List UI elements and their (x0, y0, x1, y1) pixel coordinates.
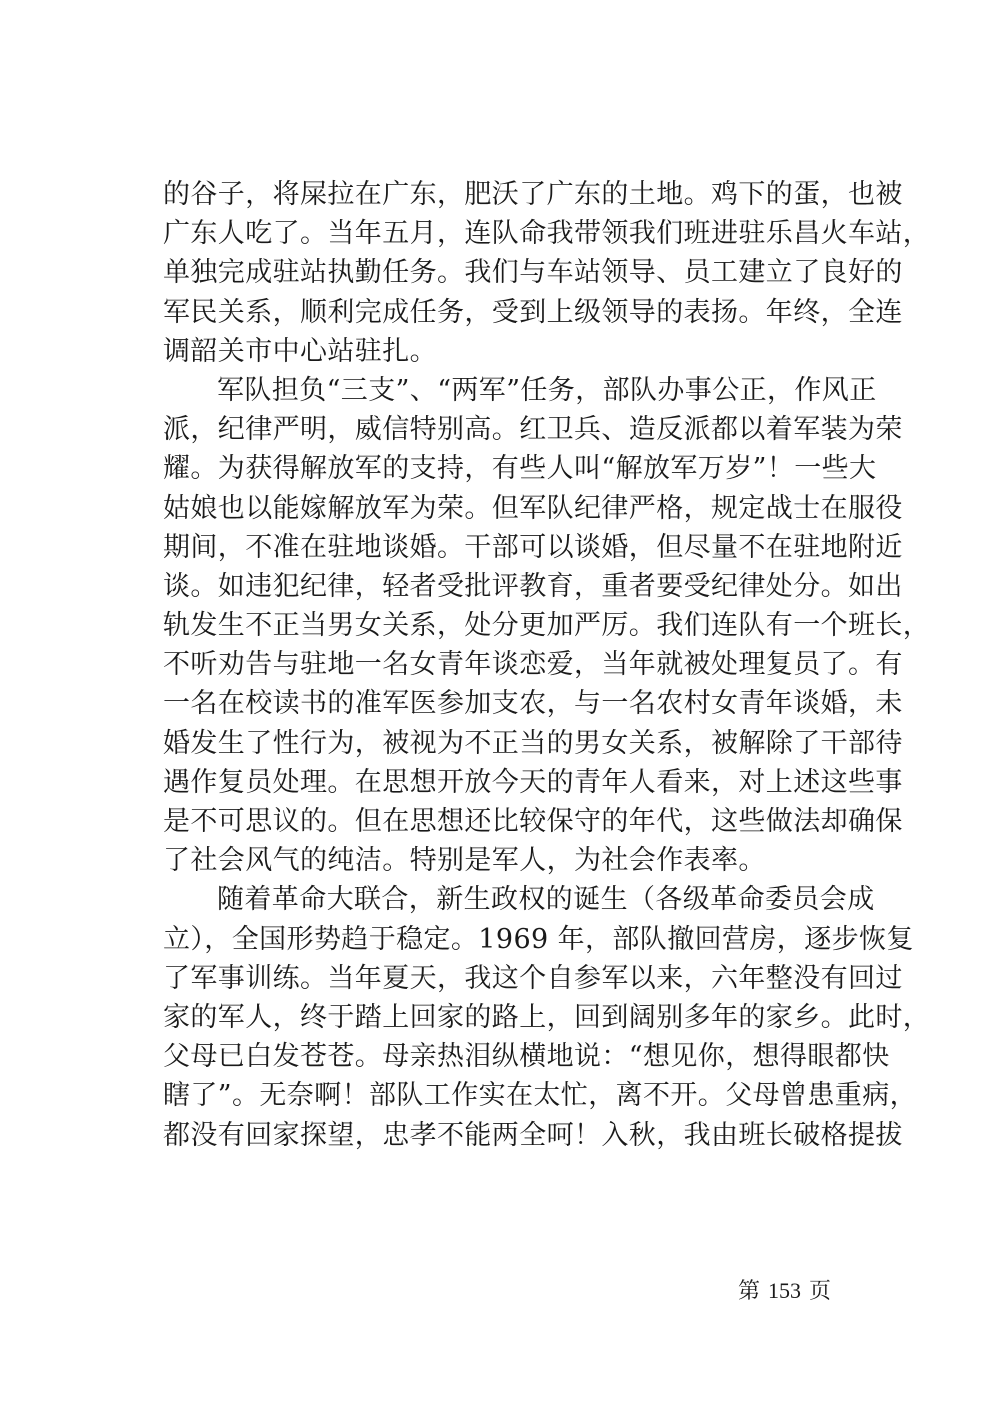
text-line: 军民关系，顺利完成任务，受到上级领导的表扬。年终，全连 (163, 296, 903, 328)
text-line: 都没有回家探望，忠孝不能两全呵！入秋，我由班长破格提拔 (163, 1119, 903, 1151)
text-line: 军队担负“三支”、“两军”任务，部队办事公正，作风正 (217, 374, 877, 406)
page-number-prefix: 第 (738, 1279, 761, 1304)
paragraph (163, 371, 931, 880)
page-number-suffix: 页 (809, 1279, 832, 1304)
paragraph (163, 175, 931, 371)
text-line: 不听劝告与驻地一名女青年谈恋爱，当年就被处理复员了。有 (163, 649, 903, 681)
text-line: 单独完成驻站执勤任务。我们与车站领导、员工建立了良好的 (163, 257, 903, 289)
text-line: 耀。为获得解放军的支持，有些人叫“解放军万岁”！一些大 (163, 453, 877, 485)
text-line: 是不可思议的。但在思想还比较保守的年代，这些做法却确保 (163, 806, 903, 837)
text-line: 了军事训练。当年夏天，我这个自参军以来，六年整没有回过 (163, 962, 903, 994)
text-line: 谈。如违犯纪律，轻者受批评教育，重者要受纪律处分。如出 (163, 570, 903, 602)
text-line: 调韶关市中心站驻扎。 (163, 335, 437, 367)
text-line: 广东人吃了。当年五月，连队命我带领我们班进驻乐昌火车站， (163, 218, 931, 250)
text-line: 的谷子，将屎拉在广东，肥沃了广东的土地。鸡下的蛋，也被 (163, 179, 903, 210)
text-line: 婚发生了性行为，被视为不正当的男女关系，被解除了干部待 (163, 727, 903, 759)
text-line: 姑娘也以能嫁解放军为荣。但军队纪律严格，规定战士在服役 (163, 492, 903, 524)
text-line: 遇作复员处理。在思想开放今天的青年人看来，对上述这些事 (163, 766, 903, 798)
text-line: 轨发生不正当男女关系，处分更加严厉。我们连队有一个班长， (163, 610, 931, 642)
text-line: 父母已白发苍苍。母亲热泪纵横地说：“想见你，想得眼都快 (163, 1041, 890, 1073)
text-line: 瞎了”。无奈啊！部队工作实在太忙，离不开。父母曾患重病， (163, 1080, 918, 1112)
text-line: 期间，不准在驻地谈婚。干部可以谈婚，但尽量不在驻地附近 (163, 531, 903, 563)
text-line: 家的军人，终于踏上回家的路上，回到阔别多年的家乡。此时， (163, 1001, 931, 1033)
text-line: 随着革命大联合，新生政权的诞生（各级革命委员会成 (217, 884, 875, 916)
body-text (163, 175, 931, 1155)
paragraph (163, 880, 931, 1154)
text-line: 一名在校读书的准军医参加支农，与一名农村女青年谈婚，未 (163, 688, 903, 720)
text-line: 了社会风气的纯洁。特别是军人，为社会作表率。 (163, 845, 766, 877)
text-line: 立），全国形势趋于稳定。1969 年，部队撤回营房，逐步恢复 (163, 923, 914, 955)
text-line: 派，纪律严明，威信特别高。红卫兵、造反派都以着军装为荣 (163, 414, 903, 446)
page-number (738, 1274, 831, 1305)
page-number-value: 153 (768, 1278, 802, 1303)
